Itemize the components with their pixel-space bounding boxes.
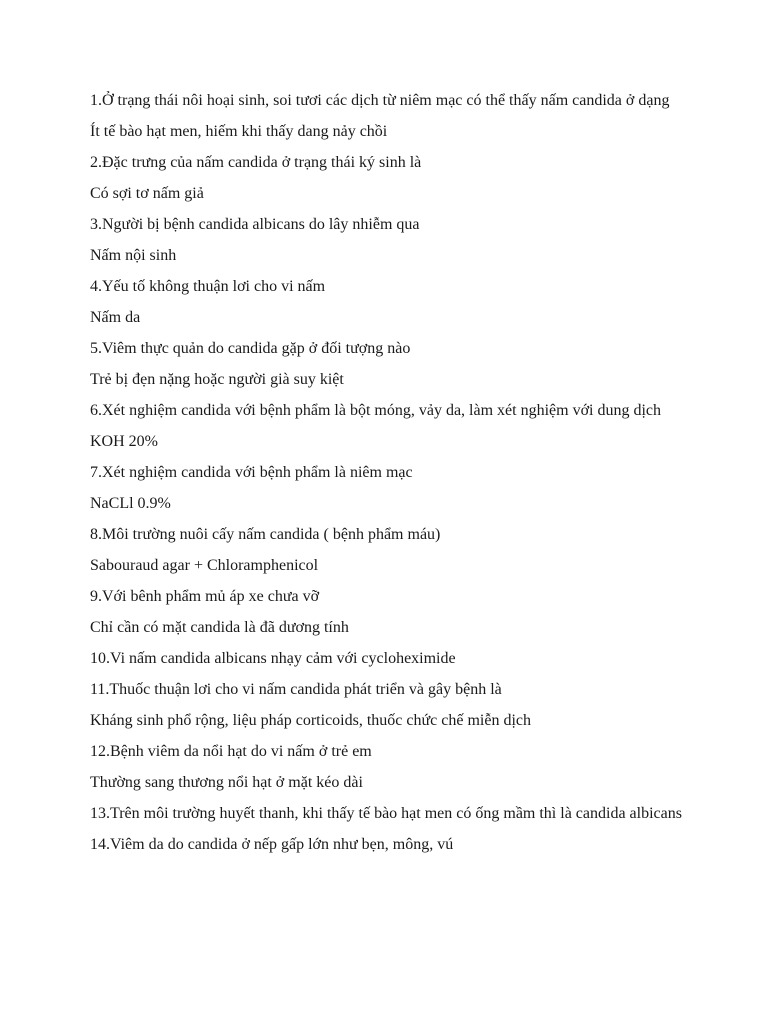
text-line: Ít tế bào hạt men, hiếm khi thấy dang nảy chồi <box>90 123 388 140</box>
text-line: Nấm nội sinh <box>90 247 177 264</box>
text-line: Nấm da <box>90 309 141 326</box>
text-line: 14.Viêm da do candida ở nếp gấp lớn như bẹn, mông, vú <box>90 836 454 853</box>
text-line: 9.Với bênh phẩm mủ áp xe chưa vỡ <box>90 588 320 605</box>
text-line: Kháng sinh phổ rộng, liệu pháp corticoids, thuốc chức chế miễn dịch <box>90 712 532 729</box>
text-line: Thường sang thương nổi hạt ở mặt kéo dài <box>90 774 363 791</box>
text-line: 12.Bệnh viêm da nổi hạt do vi nấm ở trẻ em <box>90 743 372 760</box>
text-line: 8.Môi trường nuôi cấy nấm candida ( bệnh phẩm máu) <box>90 526 441 543</box>
text-line: KOH 20% <box>90 433 158 450</box>
text-line: Chỉ cần có mặt candida là đã dương tính <box>90 619 349 636</box>
text-line: 11.Thuốc thuận lơi cho vi nấm candida phát triển và gây bệnh là <box>90 681 502 698</box>
text-line: Trẻ bị đẹn nặng hoặc người già suy kiệt <box>90 371 344 388</box>
text-line: 13.Trên môi trường huyết thanh, khi thấy tế bào hạt men có ống mầm thì là candida albicans <box>90 805 682 822</box>
text-line: Có sợi tơ nấm giả <box>90 185 204 202</box>
text-line: 6.Xét nghiệm candida với bệnh phẩm là bột móng, vảy da, làm xét nghiệm với dung dịch <box>90 402 662 419</box>
text-line: NaCLl 0.9% <box>90 495 171 512</box>
text-line: 10.Vi nấm candida albicans nhạy cảm với cycloheximide <box>90 650 456 667</box>
text-line: 1.Ở trạng thái nôi hoại sinh, soi tươi các dịch từ niêm mạc có thể thấy nấm candida ở dạng <box>90 92 670 109</box>
text-line: 7.Xét nghiệm candida với bệnh phẩm là niêm mạc <box>90 464 413 481</box>
text-line: 2.Đặc trưng của nấm candida ở trạng thái ký sinh là <box>90 154 422 171</box>
text-line: 4.Yếu tố không thuận lơi cho vi nấm <box>90 278 326 295</box>
text-line: Sabouraud agar + Chloramphenicol <box>90 557 319 574</box>
document-body <box>90 91 690 866</box>
text-line: 5.Viêm thực quản do candida gặp ở đối tượng nào <box>90 340 411 357</box>
text-line: 3.Người bị bệnh candida albicans do lây nhiễm qua <box>90 216 420 233</box>
